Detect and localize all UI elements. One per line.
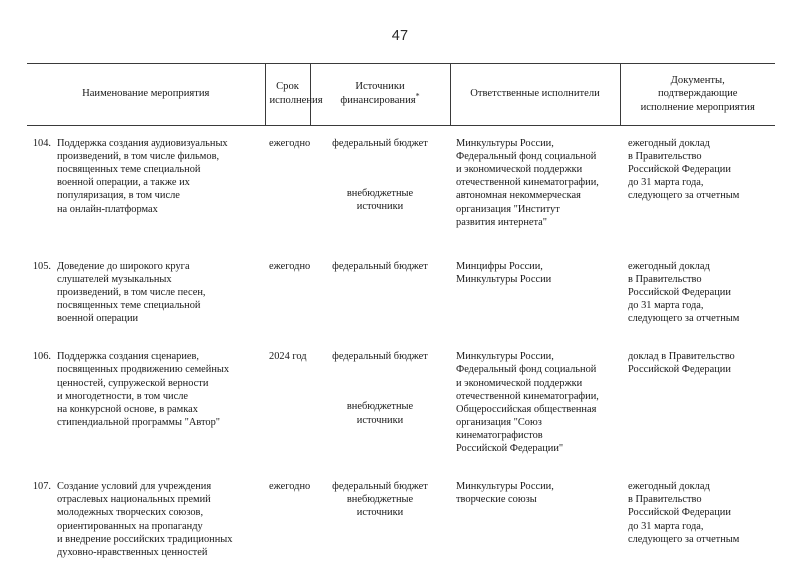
measure-name-line: на онлайн-платформах bbox=[57, 203, 158, 215]
cell-funding-source bbox=[310, 469, 450, 559]
measure-name-line: популяризация, в том числе bbox=[57, 190, 180, 202]
cell-documents bbox=[620, 469, 775, 559]
column-header-executors bbox=[450, 64, 620, 126]
cell-measure-name bbox=[27, 469, 265, 559]
measure-name-line: стипендиальной программы "Автор" bbox=[57, 416, 221, 428]
column-header-name-text: Наименование мероприятия bbox=[82, 88, 210, 100]
document-line: до 31 марта года, bbox=[628, 177, 704, 189]
executor-line: Минцифры России, bbox=[456, 260, 543, 272]
document-line: ежегодный доклад bbox=[628, 481, 710, 493]
column-header-source bbox=[310, 64, 450, 126]
table-row bbox=[27, 339, 775, 455]
measure-name-line: на конкурсной основе, в рамках bbox=[57, 403, 198, 415]
document-line: доклад в Правительство bbox=[628, 351, 735, 363]
measure-number: 107. bbox=[32, 481, 51, 493]
measure-number: 106. bbox=[32, 351, 51, 363]
cell-executors bbox=[450, 469, 620, 559]
cell-executors bbox=[450, 249, 620, 326]
page-number: 47 bbox=[391, 28, 409, 44]
cell-term bbox=[265, 249, 310, 326]
column-header-documents-line1: Документы, bbox=[670, 74, 725, 86]
funding-source-line: федеральный бюджет bbox=[332, 260, 428, 272]
row-spacer-cell bbox=[450, 325, 620, 339]
executor-line: Федеральный фонд социальной bbox=[456, 364, 597, 376]
funding-source-line: внебюджетные bbox=[346, 188, 414, 200]
row-spacer-cell bbox=[620, 325, 775, 339]
cell-documents bbox=[620, 249, 775, 326]
document-line: ежегодный доклад bbox=[628, 138, 710, 149]
measure-name-line: Поддержка создания сценариев, bbox=[57, 351, 200, 363]
document-line: следующего за отчетным bbox=[628, 533, 740, 545]
executor-line: организация "Институт bbox=[456, 203, 560, 215]
measure-text bbox=[57, 260, 259, 326]
executor-line: развития интернета" bbox=[456, 216, 548, 228]
executor-line: Минкультуры России, bbox=[456, 351, 554, 363]
row-spacer bbox=[27, 229, 775, 249]
executor-line: автономная некоммерческая bbox=[456, 190, 581, 202]
document-line: до 31 марта года, bbox=[628, 520, 704, 532]
row-spacer-cell bbox=[265, 229, 310, 249]
document-line: до 31 марта года, bbox=[628, 300, 704, 312]
document-line: ежегодный доклад bbox=[628, 260, 710, 272]
column-header-documents-line3: исполнение мероприятия bbox=[640, 101, 755, 113]
measure-name-line: ценностей, супружеской верности bbox=[57, 377, 209, 389]
measure-name-line: Создание условий для учреждения bbox=[57, 481, 212, 493]
column-header-term bbox=[265, 64, 323, 126]
measure-name-line: Доведение до широкого круга bbox=[57, 260, 190, 272]
measure-name-line: и внедрение российских традиционных bbox=[57, 533, 233, 545]
executor-line: отечественной кинематографии, bbox=[456, 390, 599, 402]
cell-documents bbox=[620, 126, 775, 229]
table-row bbox=[27, 249, 775, 326]
document-line: следующего за отчетным bbox=[628, 313, 740, 325]
cell-funding-source bbox=[310, 249, 450, 326]
cell-measure-name bbox=[27, 339, 265, 455]
measure-name-line: посвященных теме специальной bbox=[57, 164, 201, 176]
row-spacer-cell bbox=[310, 325, 450, 339]
document-line: Российской Федерации bbox=[628, 364, 731, 376]
funding-source-line: федеральный бюджет bbox=[332, 481, 428, 493]
table-head bbox=[27, 64, 775, 126]
row-spacer-cell bbox=[27, 325, 265, 339]
executor-line: творческие союзы bbox=[456, 494, 537, 506]
funding-source-line: источники bbox=[356, 414, 404, 426]
funding-source-line: источники bbox=[356, 507, 404, 519]
row-spacer-cell bbox=[620, 229, 775, 249]
cell-executors bbox=[450, 339, 620, 455]
table-header-row bbox=[27, 64, 775, 126]
row-spacer bbox=[27, 455, 775, 469]
document-line: в Правительство bbox=[628, 273, 702, 285]
measure-name-line: произведений, в том числе песен, bbox=[57, 286, 206, 298]
executor-line: Минкультуры России, bbox=[456, 138, 554, 149]
row-spacer-cell bbox=[450, 455, 620, 469]
column-header-source-line1: Источники bbox=[355, 81, 405, 93]
cell-measure-name bbox=[27, 126, 265, 229]
cell-term bbox=[265, 469, 310, 559]
table-body bbox=[27, 126, 775, 559]
cell-term bbox=[265, 339, 310, 455]
measure-name-line: слушателей музыкальных bbox=[57, 273, 172, 285]
row-spacer-cell bbox=[310, 229, 450, 249]
measure-number: 105. bbox=[32, 260, 51, 272]
document-line: Российской Федерации bbox=[628, 286, 731, 298]
column-header-name bbox=[27, 64, 265, 126]
document-line: следующего за отчетным bbox=[628, 190, 740, 202]
executor-line: Минкультуры России, bbox=[456, 481, 554, 493]
executor-line: и экономической поддержки bbox=[456, 377, 583, 389]
row-spacer-cell bbox=[310, 455, 450, 469]
row-spacer-cell bbox=[620, 455, 775, 469]
row-spacer bbox=[27, 325, 775, 339]
document-line: в Правительство bbox=[628, 151, 702, 163]
measure-text bbox=[57, 137, 259, 216]
row-spacer-cell bbox=[27, 229, 265, 249]
row-spacer-cell bbox=[265, 325, 310, 339]
table-row bbox=[27, 126, 775, 229]
document-line: Российской Федерации bbox=[628, 164, 731, 176]
executor-line: Минкультуры России bbox=[456, 273, 552, 285]
term-line: ежегодно bbox=[269, 260, 311, 272]
cell-executors bbox=[450, 126, 620, 229]
column-header-term-line1: Срок bbox=[276, 81, 299, 93]
row-spacer-cell bbox=[450, 229, 620, 249]
measure-name-line: произведений, в том числе фильмов, bbox=[57, 151, 220, 163]
column-header-documents bbox=[620, 64, 775, 126]
measure-name-line: военной операции bbox=[57, 313, 139, 325]
measures-table bbox=[27, 63, 775, 559]
column-header-term-line2: исполнения bbox=[269, 95, 323, 106]
document-line: Российской Федерации bbox=[628, 507, 731, 519]
cell-documents bbox=[620, 339, 775, 455]
executor-line: Российской Федерации" bbox=[456, 443, 564, 455]
cell-term bbox=[265, 126, 310, 229]
measure-number: 104. bbox=[32, 138, 51, 149]
cell-measure-name bbox=[27, 249, 265, 326]
measures-table-container bbox=[27, 63, 775, 559]
measure-name-line: духовно-нравственных ценностей bbox=[57, 546, 208, 558]
funding-source-line: федеральный бюджет bbox=[332, 138, 428, 149]
term-line: ежегодно bbox=[269, 481, 311, 493]
executor-line: кинематографистов bbox=[456, 429, 543, 441]
measure-name-line: посвященных продвижению семейных bbox=[57, 364, 230, 376]
measure-name-line: отраслевых национальных премий bbox=[57, 494, 211, 506]
column-header-executors-text: Ответственные исполнители bbox=[470, 88, 600, 100]
footnote-asterisk: * bbox=[415, 91, 420, 101]
measure-text bbox=[57, 480, 259, 559]
measure-name-line: военной операции, а также их bbox=[57, 177, 190, 189]
funding-source-line: источники bbox=[356, 201, 404, 213]
executor-line: Общероссийская общественная bbox=[456, 403, 597, 415]
executor-line: организация "Союз bbox=[456, 416, 542, 428]
row-spacer-cell bbox=[265, 455, 310, 469]
column-header-source-line2: финансирования bbox=[340, 95, 416, 106]
measure-name-line: ориентированных на пропаганду bbox=[57, 520, 203, 532]
term-line: 2024 год bbox=[269, 351, 307, 363]
measure-name-line: посвященных теме специальной bbox=[57, 300, 201, 312]
funding-source-line: внебюджетные bbox=[346, 401, 414, 413]
cell-funding-source bbox=[310, 339, 450, 455]
column-header-documents-line2: подтверждающие bbox=[658, 88, 738, 100]
funding-source-line: федеральный бюджет bbox=[332, 351, 428, 363]
executor-line: и экономической поддержки bbox=[456, 164, 583, 176]
row-spacer-cell bbox=[27, 455, 265, 469]
table-row bbox=[27, 469, 775, 559]
executor-line: Федеральный фонд социальной bbox=[456, 151, 597, 163]
measure-name-line: Поддержка создания аудиовизуальных bbox=[57, 138, 228, 149]
measure-text bbox=[57, 350, 259, 429]
term-line: ежегодно bbox=[269, 138, 311, 149]
cell-funding-source bbox=[310, 126, 450, 229]
measure-name-line: молодежных творческих союзов, bbox=[57, 507, 204, 519]
funding-source-line: внебюджетные bbox=[346, 494, 414, 506]
document-line: в Правительство bbox=[628, 494, 702, 506]
executor-line: отечественной кинематографии, bbox=[456, 177, 599, 189]
measure-name-line: и многодетности, в том числе bbox=[57, 390, 189, 402]
